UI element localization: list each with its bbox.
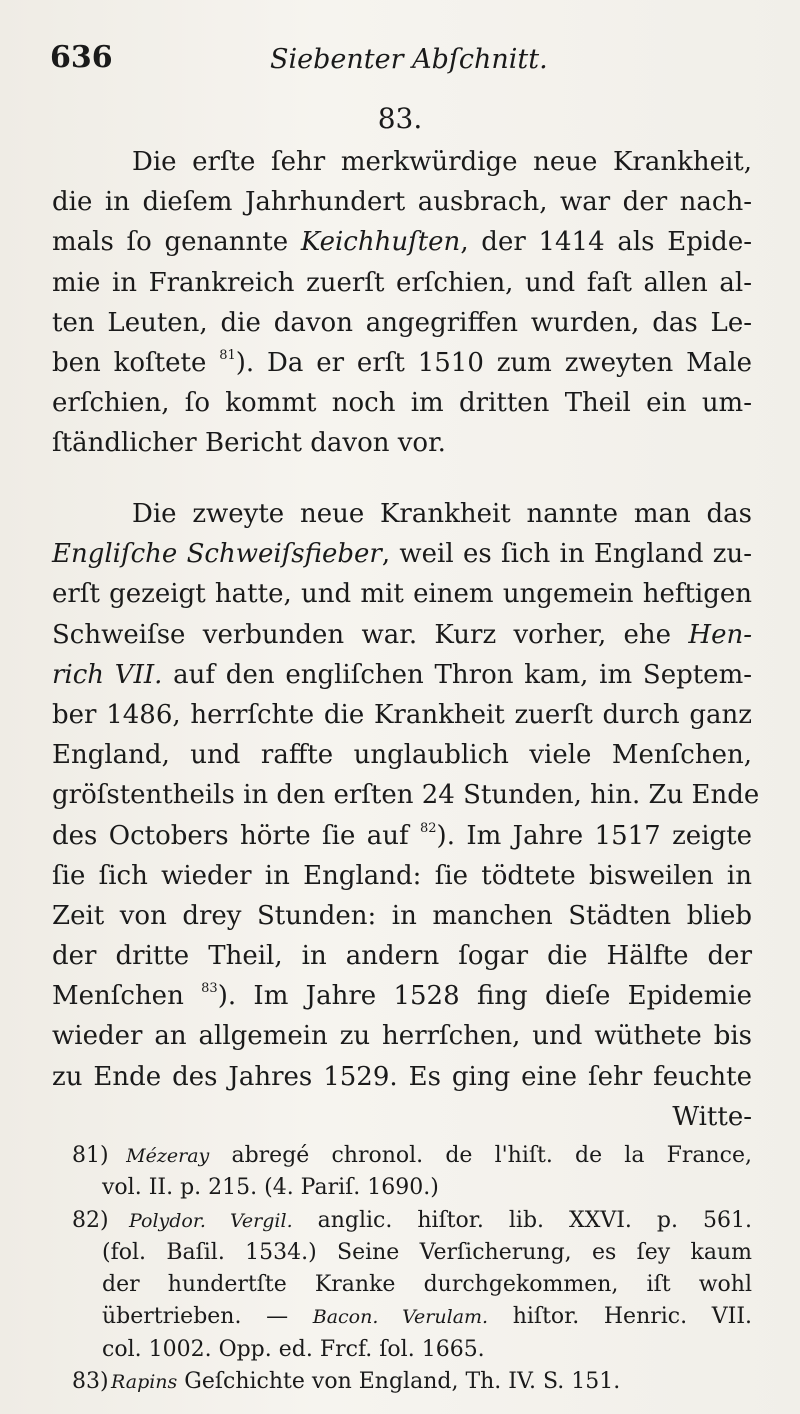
footnote-83 [72, 1366, 752, 1398]
page-number: 636 [50, 40, 113, 75]
footnote-82-cont: col. 1002. Opp. ed. Frcf. ſol. 1665. [102, 1336, 485, 1362]
text-line: die in dieſem Jahrhundert ausbrach, war der nach- [52, 187, 752, 218]
footnote-82 [72, 1205, 752, 1237]
footnote-82-cont: (fol. Baſil. 1534.) Seine Verſicherung, es ſey kaum [102, 1239, 752, 1265]
text-segment: ben koſtete [52, 347, 207, 378]
paragraph-2 [52, 494, 760, 1137]
text-line: ſtändlicher Bericht davon vor. [52, 428, 446, 459]
text-line: ſie ſich wieder in England: ſie tödtete bisweilen in [52, 860, 752, 891]
text-line: mie in Frankreich zuerſt erſchien, und faſt allen al- [52, 267, 752, 298]
text-line: erſchien, ſo kommt noch im dritten Theil ein um- [52, 388, 752, 419]
italic-term: rich VII. [52, 659, 163, 690]
text-segment: des Octobers hörte ſie auf [52, 820, 409, 851]
text-segment: hiſtor. Henric. VII. [512, 1304, 753, 1330]
text-segment: Schweiſse verbunden war. Kurz vorher, ehe [52, 619, 672, 650]
text-line: ber 1486, herrſchte die Krankheit zuerſt durch ganz [52, 699, 752, 730]
text-segment: ). Da er erſt 1510 zum zweyten Male [235, 347, 752, 378]
footnote-author: Rapins [111, 1371, 178, 1394]
text-line: der dritte Theil, in andern ſogar die Hälfte der [52, 941, 752, 972]
text-segment: übertrieben. — [102, 1304, 289, 1330]
catchword: Witte- [672, 1101, 752, 1132]
footnote-marker: 81) [72, 1143, 109, 1168]
text-line [52, 615, 752, 655]
footnote-81 [72, 1140, 752, 1172]
footnote-author: Mézeray [126, 1145, 210, 1167]
text-line [52, 655, 752, 695]
footnote-82-cont: der hundertſte Kranke durchgekommen, iſt wohl [102, 1272, 752, 1298]
text-line: England, und raffte unglaublich viele Menſchen, [52, 740, 752, 771]
footnote-82-cont [72, 1301, 752, 1333]
italic-term: Keichhuſten [300, 227, 461, 258]
text-segment: Menſchen [52, 981, 184, 1012]
text-line: gröſstentheils in den erſten 24 Stunden, hin. Zu Ende [52, 780, 760, 811]
footnote-ref: 81 [219, 347, 236, 363]
page-header [50, 40, 750, 90]
text-line [52, 343, 752, 383]
italic-term: Hen- [688, 619, 753, 650]
footnotes [72, 1140, 752, 1398]
text-line [52, 976, 752, 1016]
text-segment: anglic. hiſtor. lib. XXVI. p. 561. [317, 1207, 752, 1233]
footnote-marker: 83) [72, 1369, 109, 1395]
text-line: zu Ende des Jahres 1529. Es ging eine ſehr feuchte [52, 1061, 752, 1092]
text-segment: , der 1414 als Epide- [460, 227, 752, 258]
text-line [52, 222, 752, 262]
text-line: erſt gezeigt hatte, und mit einem ungemein heftigen [52, 579, 752, 610]
footnote-ref: 83 [201, 981, 218, 997]
text-line: Zeit von drey Stunden: in manchen Städten blieb [52, 900, 752, 931]
footnote-ref: 82 [420, 820, 437, 836]
text-segment: auf den engliſchen Thron kam, im Septem- [173, 659, 753, 690]
text-segment: ). Im Jahre 1528 fing dieſe Epidemie [217, 981, 753, 1012]
footnote-author: Bacon. Verulam. [312, 1306, 489, 1329]
text-segment: Geſchichte von England, Th. IV. S. 151. [184, 1369, 621, 1395]
text-line: Die zweyte neue Krankheit nannte man das [132, 499, 752, 529]
paragraph-1 [52, 142, 752, 464]
text-line: wieder an allgemein zu herrſchen, und wüthete bis [52, 1021, 752, 1052]
text-segment: ). Im Jahre 1517 zeigte [436, 820, 752, 851]
text-segment: , weil es ſich in England zu- [381, 539, 752, 570]
text-line [52, 534, 752, 574]
text-line: ten Leuten, die davon angegriffen wurden, das Le- [52, 307, 752, 338]
italic-term: Engliſche Schweiſsfieber [52, 539, 382, 570]
footnote-81-cont: vol. II. p. 215. (4. Pariſ. 1690.) [102, 1175, 439, 1201]
section-number: 83. [377, 102, 423, 135]
text-segment: abregé chronol. de l'hiſt. de la France, [231, 1143, 752, 1168]
running-head: Siebenter Abſchnitt. [270, 44, 548, 75]
text-line [52, 816, 752, 856]
text-line: Die erſte ſehr merkwürdige neue Krankheit, [132, 147, 752, 177]
footnote-marker: 82) [72, 1207, 109, 1233]
text-segment: mals ſo genannte [52, 227, 289, 258]
footnote-author: Polydor. Vergil. [129, 1209, 293, 1232]
